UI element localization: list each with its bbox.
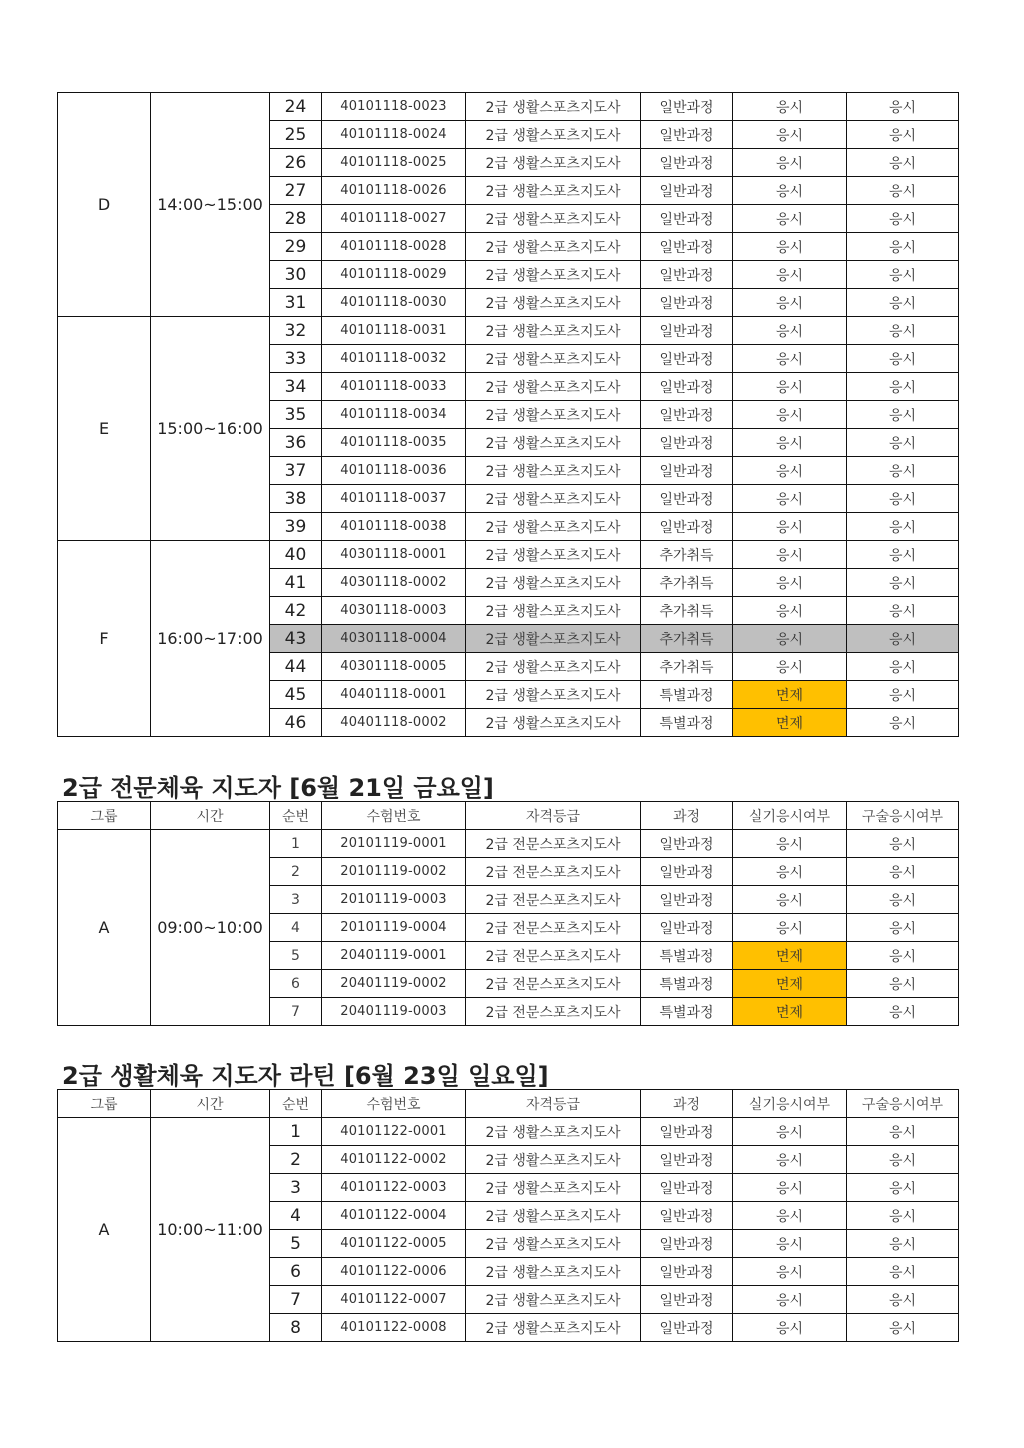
- exam-number-cell: 20401119-0002: [322, 970, 466, 998]
- exam-number-cell: 40101118-0024: [322, 121, 466, 149]
- course-cell: 일반과정: [641, 457, 733, 485]
- practical-status-cell: 응시: [733, 401, 847, 429]
- oral-status-cell: 응시: [847, 401, 959, 429]
- column-header-practical: 실기응시여부: [733, 802, 847, 830]
- practical-status-cell: 응시: [733, 858, 847, 886]
- practical-status-cell: 응시: [733, 317, 847, 345]
- qualification-cell: 2급 생활스포츠지도사: [466, 457, 641, 485]
- qualification-cell: 2급 생활스포츠지도사: [466, 625, 641, 653]
- practical-status-cell: 면제: [733, 709, 847, 737]
- exam-number-cell: 40401118-0002: [322, 709, 466, 737]
- seq-cell: 3: [270, 1174, 322, 1202]
- seq-cell: 6: [270, 970, 322, 998]
- table-header: [58, 802, 959, 830]
- seq-cell: 2: [270, 1146, 322, 1174]
- seq-cell: 35: [270, 401, 322, 429]
- course-cell: 일반과정: [641, 429, 733, 457]
- practical-status-cell: 응시: [733, 830, 847, 858]
- practical-status-cell: 응시: [733, 1286, 847, 1314]
- practical-status-cell: 응시: [733, 1202, 847, 1230]
- time-cell: 15:00~16:00: [151, 317, 270, 541]
- qualification-cell: 2급 생활스포츠지도사: [466, 317, 641, 345]
- oral-status-cell: 응시: [847, 345, 959, 373]
- course-cell: 일반과정: [641, 177, 733, 205]
- practical-status-cell: 응시: [733, 886, 847, 914]
- seq-cell: 8: [270, 1314, 322, 1342]
- qualification-cell: 2급 생활스포츠지도사: [466, 1258, 641, 1286]
- group-cell: E: [58, 317, 151, 541]
- time-cell: 16:00~17:00: [151, 541, 270, 737]
- qualification-cell: 2급 생활스포츠지도사: [466, 1118, 641, 1146]
- oral-status-cell: 응시: [847, 914, 959, 942]
- qualification-cell: 2급 전문스포츠지도사: [466, 830, 641, 858]
- column-header-time: 시간: [151, 1090, 270, 1118]
- exam-number-cell: 40101118-0032: [322, 345, 466, 373]
- exam-number-cell: 40101118-0034: [322, 401, 466, 429]
- course-cell: 일반과정: [641, 1286, 733, 1314]
- course-cell: 특별과정: [641, 998, 733, 1026]
- practical-status-cell: 면제: [733, 970, 847, 998]
- practical-status-cell: 응시: [733, 1314, 847, 1342]
- qualification-cell: 2급 생활스포츠지도사: [466, 597, 641, 625]
- qualification-cell: 2급 생활스포츠지도사: [466, 233, 641, 261]
- oral-status-cell: 응시: [847, 625, 959, 653]
- column-header-seq: 순번: [270, 802, 322, 830]
- qualification-cell: 2급 생활스포츠지도사: [466, 1202, 641, 1230]
- qualification-cell: 2급 생활스포츠지도사: [466, 373, 641, 401]
- exam-number-cell: 40101122-0007: [322, 1286, 466, 1314]
- course-cell: 일반과정: [641, 93, 733, 121]
- seq-cell: 33: [270, 345, 322, 373]
- oral-status-cell: 응시: [847, 942, 959, 970]
- oral-status-cell: 응시: [847, 1146, 959, 1174]
- qualification-cell: 2급 전문스포츠지도사: [466, 998, 641, 1026]
- qualification-cell: 2급 생활스포츠지도사: [466, 93, 641, 121]
- exam-number-cell: 20101119-0001: [322, 830, 466, 858]
- table-row: [58, 830, 959, 858]
- seq-cell: 2: [270, 858, 322, 886]
- practical-status-cell: 응시: [733, 597, 847, 625]
- column-header-qualification: 자격등급: [466, 1090, 641, 1118]
- practical-status-cell: 응시: [733, 233, 847, 261]
- practical-status-cell: 응시: [733, 569, 847, 597]
- time-cell: 14:00~15:00: [151, 93, 270, 317]
- course-cell: 일반과정: [641, 261, 733, 289]
- seq-cell: 25: [270, 121, 322, 149]
- practical-status-cell: 응시: [733, 1230, 847, 1258]
- course-cell: 추가취득: [641, 541, 733, 569]
- qualification-cell: 2급 생활스포츠지도사: [466, 485, 641, 513]
- seq-cell: 27: [270, 177, 322, 205]
- course-cell: 일반과정: [641, 233, 733, 261]
- practical-status-cell: 응시: [733, 121, 847, 149]
- seq-cell: 42: [270, 597, 322, 625]
- seq-cell: 1: [270, 830, 322, 858]
- practical-status-cell: 응시: [733, 653, 847, 681]
- section-2-title: 2급 전문체육 지도자 [6월 21일 금요일]: [62, 774, 494, 802]
- course-cell: 일반과정: [641, 1118, 733, 1146]
- oral-status-cell: 응시: [847, 1258, 959, 1286]
- oral-status-cell: 응시: [847, 597, 959, 625]
- qualification-cell: 2급 생활스포츠지도사: [466, 709, 641, 737]
- course-cell: 일반과정: [641, 830, 733, 858]
- column-header-seq: 순번: [270, 1090, 322, 1118]
- seq-cell: 45: [270, 681, 322, 709]
- qualification-cell: 2급 생활스포츠지도사: [466, 121, 641, 149]
- oral-status-cell: 응시: [847, 681, 959, 709]
- seq-cell: 31: [270, 289, 322, 317]
- course-cell: 일반과정: [641, 401, 733, 429]
- seq-cell: 3: [270, 886, 322, 914]
- seq-cell: 4: [270, 1202, 322, 1230]
- seq-cell: 44: [270, 653, 322, 681]
- oral-status-cell: 응시: [847, 485, 959, 513]
- oral-status-cell: 응시: [847, 541, 959, 569]
- table-row: [58, 1118, 959, 1146]
- exam-number-cell: 40101118-0031: [322, 317, 466, 345]
- qualification-cell: 2급 생활스포츠지도사: [466, 1230, 641, 1258]
- exam-number-cell: 40101118-0036: [322, 457, 466, 485]
- seq-cell: 29: [270, 233, 322, 261]
- practical-status-cell: 응시: [733, 1258, 847, 1286]
- course-cell: 일반과정: [641, 1202, 733, 1230]
- practical-status-cell: 면제: [733, 942, 847, 970]
- oral-status-cell: 응시: [847, 886, 959, 914]
- oral-status-cell: 응시: [847, 205, 959, 233]
- course-cell: 일반과정: [641, 914, 733, 942]
- exam-number-cell: 40301118-0004: [322, 625, 466, 653]
- qualification-cell: 2급 생활스포츠지도사: [466, 149, 641, 177]
- course-cell: 추가취득: [641, 653, 733, 681]
- table-header: [58, 1090, 959, 1118]
- exam-number-cell: 20101119-0002: [322, 858, 466, 886]
- exam-number-cell: 40101122-0002: [322, 1146, 466, 1174]
- oral-status-cell: 응시: [847, 1202, 959, 1230]
- course-cell: 추가취득: [641, 597, 733, 625]
- course-cell: 일반과정: [641, 373, 733, 401]
- seq-cell: 6: [270, 1258, 322, 1286]
- practical-status-cell: 응시: [733, 289, 847, 317]
- column-header-qualification: 자격등급: [466, 802, 641, 830]
- oral-status-cell: 응시: [847, 709, 959, 737]
- qualification-cell: 2급 전문스포츠지도사: [466, 942, 641, 970]
- seq-cell: 4: [270, 914, 322, 942]
- seq-cell: 38: [270, 485, 322, 513]
- exam-number-cell: 40301118-0002: [322, 569, 466, 597]
- exam-number-cell: 20101119-0003: [322, 886, 466, 914]
- table-row: [58, 317, 959, 345]
- oral-status-cell: 응시: [847, 653, 959, 681]
- practical-status-cell: 응시: [733, 149, 847, 177]
- seq-cell: 32: [270, 317, 322, 345]
- course-cell: 일반과정: [641, 121, 733, 149]
- practical-status-cell: 응시: [733, 205, 847, 233]
- qualification-cell: 2급 전문스포츠지도사: [466, 914, 641, 942]
- practical-status-cell: 응시: [733, 513, 847, 541]
- qualification-cell: 2급 생활스포츠지도사: [466, 429, 641, 457]
- practical-status-cell: 응시: [733, 914, 847, 942]
- column-header-course: 과정: [641, 1090, 733, 1118]
- oral-status-cell: 응시: [847, 317, 959, 345]
- oral-status-cell: 응시: [847, 177, 959, 205]
- oral-status-cell: 응시: [847, 261, 959, 289]
- course-cell: 일반과정: [641, 1174, 733, 1202]
- qualification-cell: 2급 생활스포츠지도사: [466, 513, 641, 541]
- column-header-practical: 실기응시여부: [733, 1090, 847, 1118]
- practical-status-cell: 응시: [733, 93, 847, 121]
- oral-status-cell: 응시: [847, 457, 959, 485]
- course-cell: 일반과정: [641, 1230, 733, 1258]
- practical-status-cell: 응시: [733, 485, 847, 513]
- oral-status-cell: 응시: [847, 289, 959, 317]
- exam-number-cell: 40301118-0003: [322, 597, 466, 625]
- section-3-title: 2급 생활체육 지도자 라틴 [6월 23일 일요일]: [62, 1062, 549, 1090]
- time-cell: 10:00~11:00: [151, 1118, 270, 1342]
- exam-number-cell: 40101118-0035: [322, 429, 466, 457]
- practical-status-cell: 응시: [733, 345, 847, 373]
- oral-status-cell: 응시: [847, 429, 959, 457]
- exam-number-cell: 40101118-0027: [322, 205, 466, 233]
- seq-cell: 28: [270, 205, 322, 233]
- qualification-cell: 2급 생활스포츠지도사: [466, 1314, 641, 1342]
- oral-status-cell: 응시: [847, 1314, 959, 1342]
- seq-cell: 5: [270, 1230, 322, 1258]
- seq-cell: 7: [270, 998, 322, 1026]
- table-row: [58, 541, 959, 569]
- column-header-course: 과정: [641, 802, 733, 830]
- qualification-cell: 2급 전문스포츠지도사: [466, 970, 641, 998]
- oral-status-cell: 응시: [847, 121, 959, 149]
- practical-status-cell: 응시: [733, 373, 847, 401]
- course-cell: 특별과정: [641, 942, 733, 970]
- practical-status-cell: 응시: [733, 1174, 847, 1202]
- course-cell: 일반과정: [641, 345, 733, 373]
- exam-number-cell: 20401119-0001: [322, 942, 466, 970]
- column-header-group: 그룹: [58, 1090, 151, 1118]
- oral-status-cell: 응시: [847, 513, 959, 541]
- exam-number-cell: 40101118-0025: [322, 149, 466, 177]
- exam-number-cell: 40101118-0023: [322, 93, 466, 121]
- seq-cell: 37: [270, 457, 322, 485]
- qualification-cell: 2급 생활스포츠지도사: [466, 345, 641, 373]
- qualification-cell: 2급 생활스포츠지도사: [466, 261, 641, 289]
- qualification-cell: 2급 생활스포츠지도사: [466, 1286, 641, 1314]
- oral-status-cell: 응시: [847, 93, 959, 121]
- exam-number-cell: 40301118-0005: [322, 653, 466, 681]
- seq-cell: 43: [270, 625, 322, 653]
- exam-number-cell: 40101118-0033: [322, 373, 466, 401]
- oral-status-cell: 응시: [847, 373, 959, 401]
- exam-number-cell: 20101119-0004: [322, 914, 466, 942]
- seq-cell: 36: [270, 429, 322, 457]
- seq-cell: 40: [270, 541, 322, 569]
- exam-number-cell: 40101122-0001: [322, 1118, 466, 1146]
- group-cell: A: [58, 830, 151, 1026]
- seq-cell: 39: [270, 513, 322, 541]
- seq-cell: 24: [270, 93, 322, 121]
- oral-status-cell: 응시: [847, 998, 959, 1026]
- seq-cell: 1: [270, 1118, 322, 1146]
- oral-status-cell: 응시: [847, 830, 959, 858]
- course-cell: 특별과정: [641, 709, 733, 737]
- group-cell: D: [58, 93, 151, 317]
- time-cell: 09:00~10:00: [151, 830, 270, 1026]
- course-cell: 일반과정: [641, 886, 733, 914]
- seq-cell: 46: [270, 709, 322, 737]
- oral-status-cell: 응시: [847, 1174, 959, 1202]
- practical-status-cell: 응시: [733, 541, 847, 569]
- qualification-cell: 2급 생활스포츠지도사: [466, 653, 641, 681]
- seq-cell: 30: [270, 261, 322, 289]
- column-header-oral: 구술응시여부: [847, 802, 959, 830]
- column-header-exam-number: 수험번호: [322, 802, 466, 830]
- oral-status-cell: 응시: [847, 1230, 959, 1258]
- practical-status-cell: 면제: [733, 998, 847, 1026]
- exam-number-cell: 20401119-0003: [322, 998, 466, 1026]
- exam-number-cell: 40101122-0005: [322, 1230, 466, 1258]
- qualification-cell: 2급 전문스포츠지도사: [466, 886, 641, 914]
- exam-number-cell: 40101122-0004: [322, 1202, 466, 1230]
- course-cell: 특별과정: [641, 681, 733, 709]
- seq-cell: 34: [270, 373, 322, 401]
- column-header-time: 시간: [151, 802, 270, 830]
- column-header-exam-number: 수험번호: [322, 1090, 466, 1118]
- course-cell: 특별과정: [641, 970, 733, 998]
- course-cell: 추가취득: [641, 569, 733, 597]
- course-cell: 일반과정: [641, 149, 733, 177]
- qualification-cell: 2급 생활스포츠지도사: [466, 1174, 641, 1202]
- course-cell: 일반과정: [641, 513, 733, 541]
- schedule-table-1: [57, 92, 959, 737]
- practical-status-cell: 응시: [733, 1118, 847, 1146]
- group-cell: A: [58, 1118, 151, 1342]
- exam-number-cell: 40101118-0026: [322, 177, 466, 205]
- course-cell: 일반과정: [641, 858, 733, 886]
- column-header-group: 그룹: [58, 802, 151, 830]
- course-cell: 일반과정: [641, 1314, 733, 1342]
- seq-cell: 7: [270, 1286, 322, 1314]
- oral-status-cell: 응시: [847, 1118, 959, 1146]
- exam-number-cell: 40101118-0038: [322, 513, 466, 541]
- practical-status-cell: 응시: [733, 429, 847, 457]
- practical-status-cell: 응시: [733, 177, 847, 205]
- course-cell: 일반과정: [641, 1258, 733, 1286]
- qualification-cell: 2급 전문스포츠지도사: [466, 858, 641, 886]
- exam-number-cell: 40301118-0001: [322, 541, 466, 569]
- course-cell: 일반과정: [641, 205, 733, 233]
- exam-number-cell: 40101122-0003: [322, 1174, 466, 1202]
- practical-status-cell: 응시: [733, 625, 847, 653]
- qualification-cell: 2급 생활스포츠지도사: [466, 541, 641, 569]
- oral-status-cell: 응시: [847, 970, 959, 998]
- course-cell: 일반과정: [641, 289, 733, 317]
- exam-number-cell: 40101118-0030: [322, 289, 466, 317]
- qualification-cell: 2급 생활스포츠지도사: [466, 205, 641, 233]
- table-row: [58, 93, 959, 121]
- qualification-cell: 2급 생활스포츠지도사: [466, 401, 641, 429]
- practical-status-cell: 응시: [733, 261, 847, 289]
- oral-status-cell: 응시: [847, 149, 959, 177]
- schedule-table-2: [57, 801, 959, 1026]
- exam-number-cell: 40101118-0029: [322, 261, 466, 289]
- oral-status-cell: 응시: [847, 233, 959, 261]
- course-cell: 일반과정: [641, 485, 733, 513]
- seq-cell: 5: [270, 942, 322, 970]
- course-cell: 일반과정: [641, 317, 733, 345]
- practical-status-cell: 응시: [733, 457, 847, 485]
- qualification-cell: 2급 생활스포츠지도사: [466, 289, 641, 317]
- qualification-cell: 2급 생활스포츠지도사: [466, 1146, 641, 1174]
- exam-number-cell: 40101122-0006: [322, 1258, 466, 1286]
- exam-number-cell: 40101118-0028: [322, 233, 466, 261]
- column-header-oral: 구술응시여부: [847, 1090, 959, 1118]
- course-cell: 일반과정: [641, 1146, 733, 1174]
- course-cell: 추가취득: [641, 625, 733, 653]
- exam-number-cell: 40101118-0037: [322, 485, 466, 513]
- qualification-cell: 2급 생활스포츠지도사: [466, 569, 641, 597]
- seq-cell: 26: [270, 149, 322, 177]
- practical-status-cell: 면제: [733, 681, 847, 709]
- oral-status-cell: 응시: [847, 858, 959, 886]
- exam-number-cell: 40101122-0008: [322, 1314, 466, 1342]
- exam-number-cell: 40401118-0001: [322, 681, 466, 709]
- group-cell: F: [58, 541, 151, 737]
- practical-status-cell: 응시: [733, 1146, 847, 1174]
- qualification-cell: 2급 생활스포츠지도사: [466, 177, 641, 205]
- qualification-cell: 2급 생활스포츠지도사: [466, 681, 641, 709]
- seq-cell: 41: [270, 569, 322, 597]
- oral-status-cell: 응시: [847, 1286, 959, 1314]
- oral-status-cell: 응시: [847, 569, 959, 597]
- schedule-table-3: [57, 1089, 959, 1342]
